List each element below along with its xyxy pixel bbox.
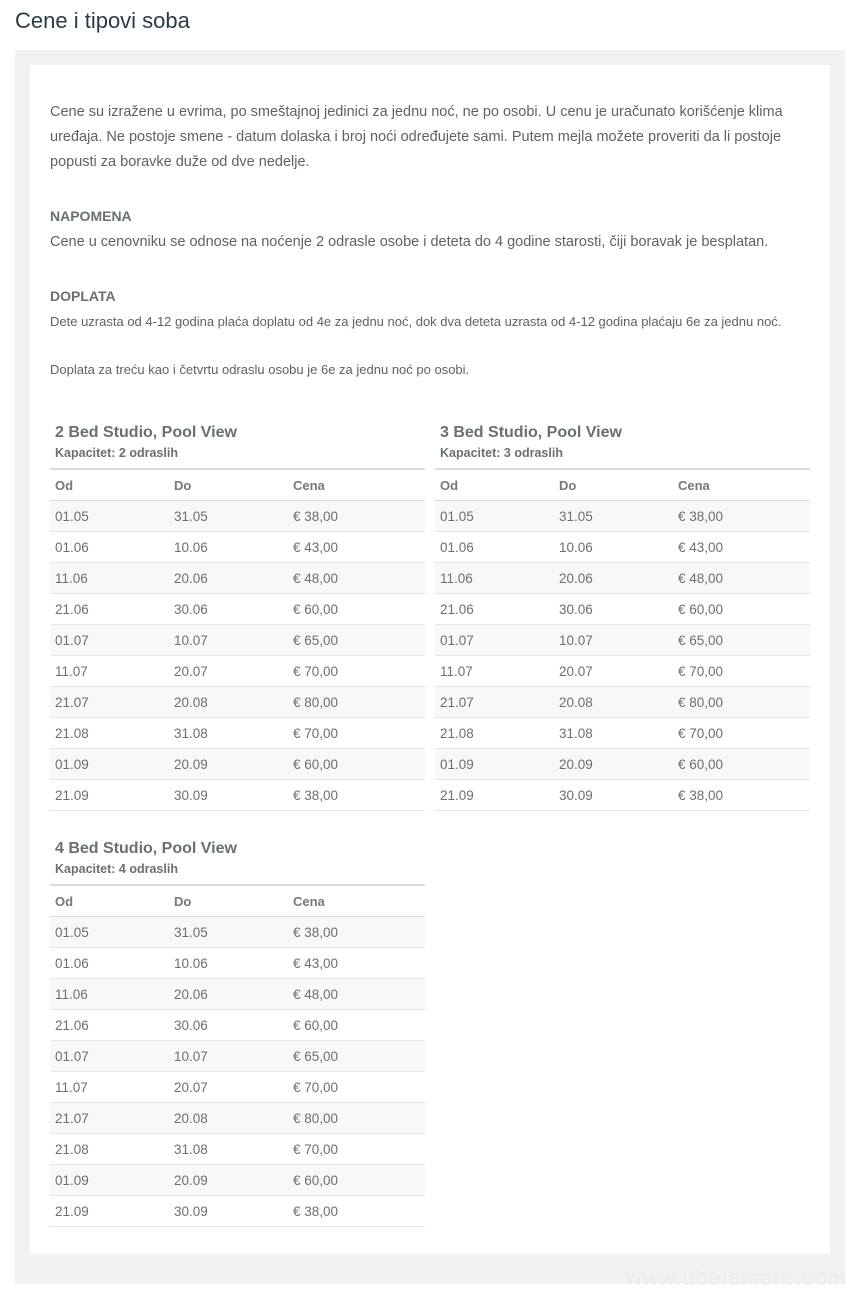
cena-cell: € 65,00 bbox=[673, 625, 810, 656]
do-cell: 10.07 bbox=[554, 625, 673, 656]
cena-cell: € 65,00 bbox=[288, 1041, 425, 1072]
doplata-heading: DOPLATA bbox=[50, 288, 116, 304]
od-cell: 21.07 bbox=[50, 687, 169, 718]
room-capacity: Kapacitet: 3 odraslih bbox=[440, 446, 563, 460]
cena-cell: € 80,00 bbox=[288, 1103, 425, 1134]
column-header-od: Od bbox=[435, 469, 554, 501]
od-cell: 21.06 bbox=[50, 1010, 169, 1041]
table-row bbox=[50, 1165, 425, 1196]
od-cell: 01.09 bbox=[435, 749, 554, 780]
od-cell: 01.09 bbox=[50, 749, 169, 780]
do-cell: 30.09 bbox=[169, 1196, 288, 1227]
do-cell: 31.08 bbox=[554, 718, 673, 749]
od-cell: 11.07 bbox=[50, 656, 169, 687]
do-cell: 30.06 bbox=[169, 594, 288, 625]
cena-cell: € 60,00 bbox=[288, 594, 425, 625]
od-cell: 21.07 bbox=[50, 1103, 169, 1134]
do-cell: 20.06 bbox=[554, 563, 673, 594]
do-cell: 20.07 bbox=[554, 656, 673, 687]
cena-cell: € 38,00 bbox=[288, 501, 425, 532]
do-cell: 20.09 bbox=[554, 749, 673, 780]
od-cell: 21.08 bbox=[50, 718, 169, 749]
room-block-4-bed bbox=[50, 838, 425, 1227]
table-header-row bbox=[50, 885, 425, 917]
table-row bbox=[50, 948, 425, 979]
do-cell: 30.09 bbox=[554, 780, 673, 811]
od-cell: 01.07 bbox=[50, 625, 169, 656]
od-cell: 11.07 bbox=[435, 656, 554, 687]
od-cell: 01.06 bbox=[50, 532, 169, 563]
cena-cell: € 70,00 bbox=[288, 1072, 425, 1103]
table-row bbox=[435, 594, 810, 625]
do-cell: 20.09 bbox=[169, 749, 288, 780]
table-row bbox=[435, 656, 810, 687]
od-cell: 21.09 bbox=[435, 780, 554, 811]
doplata-line-1: Dete uzrasta od 4-12 godina plaća doplatu od 4e za jednu noć, dok dva deteta uzrasta od 4-12 godina plaćaju 6e za jednu noć. bbox=[50, 314, 782, 329]
table-row bbox=[50, 594, 425, 625]
room-block-2-bed bbox=[50, 422, 425, 811]
doplata-line-2: Doplata za treću kao i četvrtu odraslu osobu je 6e za jednu noć po osobi. bbox=[50, 362, 470, 377]
cena-cell: € 65,00 bbox=[288, 625, 425, 656]
cena-cell: € 38,00 bbox=[288, 917, 425, 948]
cena-cell: € 48,00 bbox=[288, 979, 425, 1010]
od-cell: 21.07 bbox=[435, 687, 554, 718]
room-block-3-bed bbox=[435, 422, 810, 811]
table-row bbox=[50, 687, 425, 718]
cena-cell: € 38,00 bbox=[673, 501, 810, 532]
table-row bbox=[50, 1103, 425, 1134]
cena-cell: € 70,00 bbox=[673, 718, 810, 749]
column-header-do: Do bbox=[554, 469, 673, 501]
content-panel bbox=[15, 50, 845, 1284]
watermark: www.ubelamore.com bbox=[625, 1265, 847, 1290]
do-cell: 20.06 bbox=[169, 979, 288, 1010]
do-cell: 10.07 bbox=[169, 1041, 288, 1072]
do-cell: 30.06 bbox=[554, 594, 673, 625]
cena-cell: € 43,00 bbox=[673, 532, 810, 563]
od-cell: 01.06 bbox=[435, 532, 554, 563]
cena-cell: € 48,00 bbox=[288, 563, 425, 594]
price-table bbox=[50, 468, 425, 811]
table-row bbox=[50, 749, 425, 780]
do-cell: 20.06 bbox=[169, 563, 288, 594]
cena-cell: € 38,00 bbox=[288, 780, 425, 811]
cena-cell: € 48,00 bbox=[673, 563, 810, 594]
column-header-cena: Cena bbox=[288, 885, 425, 917]
od-cell: 01.05 bbox=[50, 501, 169, 532]
column-header-od: Od bbox=[50, 885, 169, 917]
do-cell: 20.07 bbox=[169, 1072, 288, 1103]
room-title: 3 Bed Studio, Pool View bbox=[440, 424, 622, 441]
cena-cell: € 60,00 bbox=[673, 594, 810, 625]
cena-cell: € 70,00 bbox=[288, 1134, 425, 1165]
table-row bbox=[435, 625, 810, 656]
od-cell: 01.05 bbox=[50, 917, 169, 948]
do-cell: 20.08 bbox=[169, 1103, 288, 1134]
table-row bbox=[50, 1134, 425, 1165]
do-cell: 31.05 bbox=[169, 917, 288, 948]
do-cell: 10.06 bbox=[554, 532, 673, 563]
do-cell: 10.06 bbox=[169, 532, 288, 563]
table-row bbox=[50, 501, 425, 532]
table-row bbox=[50, 1010, 425, 1041]
column-header-od: Od bbox=[50, 469, 169, 501]
do-cell: 31.05 bbox=[169, 501, 288, 532]
do-cell: 20.08 bbox=[554, 687, 673, 718]
do-cell: 20.09 bbox=[169, 1165, 288, 1196]
column-header-do: Do bbox=[169, 469, 288, 501]
room-title: 4 Bed Studio, Pool View bbox=[55, 840, 237, 857]
cena-cell: € 60,00 bbox=[288, 1165, 425, 1196]
cena-cell: € 43,00 bbox=[288, 532, 425, 563]
cena-cell: € 70,00 bbox=[288, 656, 425, 687]
column-header-cena: Cena bbox=[673, 469, 810, 501]
price-table bbox=[50, 884, 425, 1227]
table-row bbox=[435, 501, 810, 532]
od-cell: 21.09 bbox=[50, 1196, 169, 1227]
od-cell: 21.08 bbox=[50, 1134, 169, 1165]
od-cell: 11.06 bbox=[435, 563, 554, 594]
od-cell: 21.06 bbox=[435, 594, 554, 625]
table-row bbox=[50, 563, 425, 594]
room-title: 2 Bed Studio, Pool View bbox=[55, 424, 237, 441]
od-cell: 01.05 bbox=[435, 501, 554, 532]
do-cell: 31.05 bbox=[554, 501, 673, 532]
price-table bbox=[435, 468, 810, 811]
cena-cell: € 60,00 bbox=[288, 749, 425, 780]
cena-cell: € 38,00 bbox=[673, 780, 810, 811]
table-row bbox=[50, 1196, 425, 1227]
column-header-do: Do bbox=[169, 885, 288, 917]
od-cell: 01.07 bbox=[435, 625, 554, 656]
do-cell: 10.07 bbox=[169, 625, 288, 656]
do-cell: 31.08 bbox=[169, 718, 288, 749]
od-cell: 01.06 bbox=[50, 948, 169, 979]
table-row bbox=[50, 1072, 425, 1103]
cena-cell: € 80,00 bbox=[288, 687, 425, 718]
cena-cell: € 80,00 bbox=[673, 687, 810, 718]
cena-cell: € 70,00 bbox=[288, 718, 425, 749]
do-cell: 30.06 bbox=[169, 1010, 288, 1041]
intro-text: Cene su izražene u evrima, po smeštajnoj jedinici za jednu noć, ne po osobi. U cenu je uračunato korišćenje klima uređaja. Ne postoje smene - datum dolaska i broj noći određujete sami. Putem mejla možete proveriti da li postoje popusti za boravke duže od dve nedelje. bbox=[50, 104, 783, 170]
table-row bbox=[50, 532, 425, 563]
table-row bbox=[50, 656, 425, 687]
room-capacity: Kapacitet: 2 odraslih bbox=[55, 446, 178, 460]
table-row bbox=[435, 532, 810, 563]
table-row bbox=[50, 718, 425, 749]
od-cell: 11.07 bbox=[50, 1072, 169, 1103]
od-cell: 11.06 bbox=[50, 563, 169, 594]
room-capacity: Kapacitet: 4 odraslih bbox=[55, 862, 178, 876]
do-cell: 30.09 bbox=[169, 780, 288, 811]
table-row bbox=[50, 917, 425, 948]
table-row bbox=[435, 718, 810, 749]
cena-cell: € 43,00 bbox=[288, 948, 425, 979]
table-row bbox=[50, 1041, 425, 1072]
table-row bbox=[435, 687, 810, 718]
table-row bbox=[50, 625, 425, 656]
table-row bbox=[435, 780, 810, 811]
napomena-heading: NAPOMENA bbox=[50, 208, 132, 224]
do-cell: 10.06 bbox=[169, 948, 288, 979]
table-header-row bbox=[435, 469, 810, 501]
content-card bbox=[30, 65, 830, 1254]
od-cell: 21.09 bbox=[50, 780, 169, 811]
cena-cell: € 60,00 bbox=[288, 1010, 425, 1041]
table-row bbox=[435, 749, 810, 780]
cena-cell: € 38,00 bbox=[288, 1196, 425, 1227]
od-cell: 21.08 bbox=[435, 718, 554, 749]
table-row bbox=[50, 780, 425, 811]
od-cell: 01.09 bbox=[50, 1165, 169, 1196]
cena-cell: € 60,00 bbox=[673, 749, 810, 780]
od-cell: 01.07 bbox=[50, 1041, 169, 1072]
table-row bbox=[50, 979, 425, 1010]
column-header-cena: Cena bbox=[288, 469, 425, 501]
do-cell: 20.07 bbox=[169, 656, 288, 687]
napomena-text: Cene u cenovniku se odnose na noćenje 2 odrasle osobe i deteta do 4 godine starosti, čiji boravak je besplatan. bbox=[50, 234, 769, 250]
table-row bbox=[435, 563, 810, 594]
table-header-row bbox=[50, 469, 425, 501]
do-cell: 31.08 bbox=[169, 1134, 288, 1165]
do-cell: 20.08 bbox=[169, 687, 288, 718]
cena-cell: € 70,00 bbox=[673, 656, 810, 687]
page-title: Cene i tipovi soba bbox=[15, 8, 190, 33]
od-cell: 21.06 bbox=[50, 594, 169, 625]
od-cell: 11.06 bbox=[50, 979, 169, 1010]
